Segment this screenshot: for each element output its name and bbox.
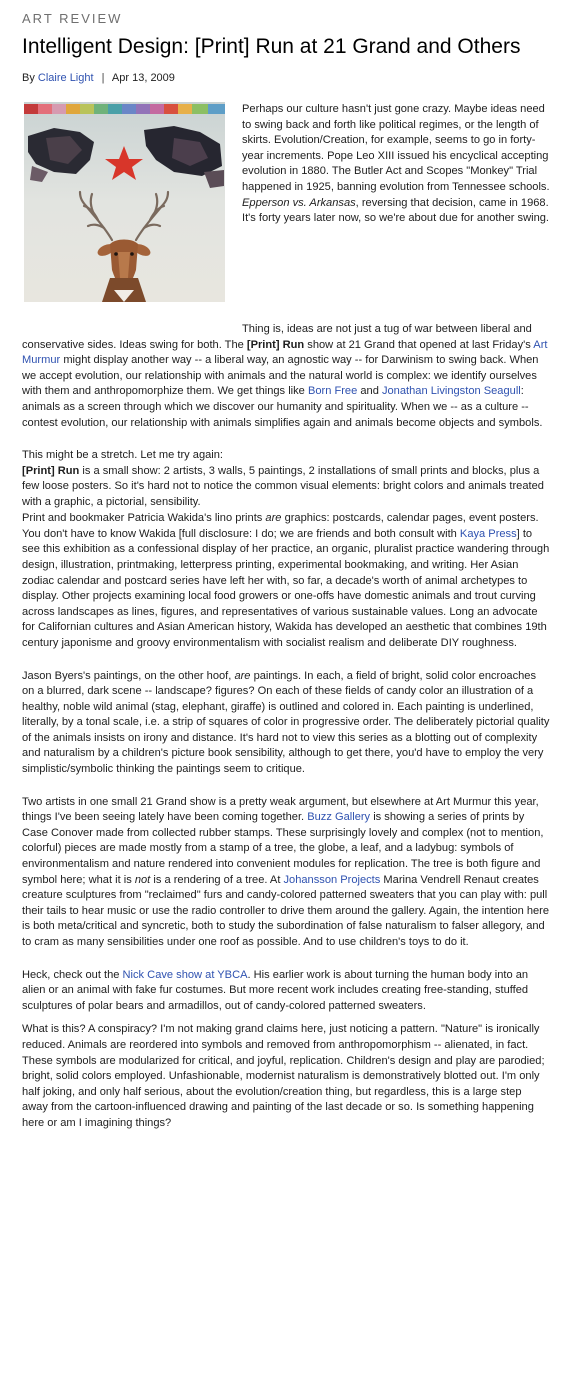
p2-bold: [Print] Run <box>246 338 305 351</box>
p2-text-2: show at 21 Grand that opened at last Friday's <box>307 338 531 351</box>
p6-text-3: is a rendering of a tree. At <box>153 873 281 886</box>
intro-text-end: , reversing that decision, came in 1968. It's forty years later now, so we're about due for another swing. <box>242 196 550 225</box>
p5-text-1: Jason Byers's paintings, on the other hoof, <box>22 669 232 682</box>
stag-painting-image <box>24 102 225 302</box>
byline-separator: | <box>101 72 105 84</box>
seagull-link[interactable]: Jonathan Livingston Seagull <box>381 385 521 398</box>
p5-text-2: paintings. In each, a field of bright, solid color encroaches on a blurred, dark scene -- landscape? figures? On each of these fields of candy color an illustration of a healthy, noble wild animal (stag, elephant, giraffe) is outlined and colored in. Each painting is underlined, literally, by a tonal scale, i.e. a strip of squares of color in progressive order. The deliberately pictorial quality of the animals insists on irony and distance. It's hard not to view this series as a blotting out of complexity and naturalism by a children's picture book sensibility, although to get there, you'd have to employ the very simplistic/symbolic thinking the paintings seem to critique. <box>22 669 550 776</box>
intro-text <box>242 102 550 227</box>
paragraph-wakida <box>22 511 550 651</box>
intro-paragraph <box>242 102 550 227</box>
section-label: ART REVIEW <box>22 11 123 26</box>
p3-text-2: is a small show: 2 artists, 3 walls, 5 paintings, 2 installations of small prints and blocks, plus a few loose posters. So it's hard not to notice the common visual elements: bright colors and animals treated with a graphic, a pictorial, sensibility. <box>22 464 544 508</box>
p2-text-1: Thing is, ideas are not just a tug of war between liberal and conservative sides. Ideas swing for both. The <box>22 323 532 351</box>
p3-bold: [Print] Run <box>22 464 80 477</box>
p4-text-1: Print and bookmaker Patricia Wakida's lino prints <box>22 512 263 525</box>
art-murmur-link[interactable]: Art Murmur <box>22 338 548 367</box>
p6-text-2: is showing a series of prints by Case Conover made from collected rubber stamps. These surprisingly lovely and complex (not to mention, colorful) pieces are made mostly from a stamp of a tree, the globe, a leaf, and a ladybug: symbols of environmentalism and nature rendered into convenient modules for replication. The tree is both figure and symbol here; what it is <box>22 811 544 886</box>
byline-prefix: By <box>22 72 35 84</box>
paragraph-conspiracy: What is this? A conspiracy? I'm not making grand claims here, just noticing a pattern. "Nature" is ironically reduced. Animals are reordered into symbols and removed from anthropomorphism -- alienated, in fact. These symbols are modularized for critical, and joyful, replication. Children's design and play are parodied; bright, solid colors employed. Unfashionable, modernist naturalism is demonstratively blotted out. I'm only half joking, and only half serious, about the evolution/creation thing, but regardless, this is a large step away from the cartoon-influenced drawing and painting of the last decade or so. Is something happening here or am I imagining things? <box>22 1023 545 1129</box>
p6-text-1: Two artists in one small 21 Grand show is a pretty weak argument, but elsewhere at Art Murmur this year, things I've been seeing lately have been coming together. <box>22 795 539 824</box>
p6-italic: not <box>134 873 151 886</box>
byline-date: Apr 13, 2009 <box>111 72 175 84</box>
p7-text-2: . His earlier work is about turning the human body into an alien or an animal with fake fur costumes. But more recent work includes creating free-standing, stuffed sculptures of polar bears and armadillos, out of candy-colored patterned sweaters. <box>22 968 529 1012</box>
p4-italic: are <box>265 512 282 525</box>
paragraph-thing-is <box>22 322 550 431</box>
intro-italic-case: Epperson vs. Arkansas <box>242 196 356 209</box>
p7-text-1: Heck, check out the <box>22 968 120 981</box>
paragraph-byers <box>22 669 550 778</box>
author-link[interactable]: Claire Light <box>37 72 94 84</box>
p3-text-1: This might be a stretch. Let me try again: <box>22 449 224 462</box>
paragraph-nick-cave <box>22 968 550 1015</box>
p5-italic: are <box>234 669 251 682</box>
p2-text-3: might display another way -- a liberal way, an agnostic way -- for Darwinism to swing back. When we accept evolution, our relationship with animals and the natural world is complex: we identify ourselves with them and anthropomorphize them. We get things like <box>22 354 539 398</box>
p2-text-4: and <box>360 385 379 398</box>
p2-text-5: : animals as a screen through which we discover our humanity and spirituality. When we -- as a culture -- contest evolution, our relationship with animals simplifies again and animals become objects and symbols. <box>22 385 543 429</box>
stag-painting-svg <box>24 102 225 302</box>
p6-text-4: Marina Vendrell Renaut creates creature sculptures from "reclaimed" furs and candy-colored patterned sweaters that you can play with: pull their tails to hear music or use the radio controller to drive them around the gallery. Again, the intention here is both meta/critical and syncretic, both to study the subordination of false naturalism to falser allegory, and to cram as many sensibilities under one roof as possible. And to use children's toys to do it. <box>22 873 550 948</box>
tonal-strip <box>24 104 225 114</box>
paragraph-stretch <box>22 448 550 508</box>
p4-text-3: ] to see this exhibition as a confessional display of her practice, an organic, pluralist practice wandering through design, illustration, printmaking, letterpress printing, experimental bookmaking, and writing. Her Asian zodiac calendar and postcard series have left her with, so far, a decade's worth of animal archetypes to display. Other projects examining local food growers or one-offs have domestic animals and trout curving across landscapes as lines, figures, and representatives of various sustainable values. Long an advocate for Californian cultures and Asian American history, Wakida has developed an aesthetic that combines 19th century japonisme and groovy environmentalism with socialist realism and deliberate DIY roughness. <box>22 527 550 649</box>
born-free-link[interactable]: Born Free <box>307 385 358 398</box>
article-title: Intelligent Design: [Print] Run at 21 Grand and Others <box>22 35 521 58</box>
intro-text-run: Perhaps our culture hasn't just gone crazy. Maybe ideas need to swing back and forth like political regimes, or the length of skirts. Evolution/Creation, for example, seems to go in forty-year increments. Pope Leo XIII issued his encyclical accepting evolution in 1880. The Butler Act and Scopes "Monkey" Trial happened in 1925, banning evolution from Tennessee schools. <box>242 103 550 193</box>
p4-text-2: graphics: postcards, calendar pages, event posters. You don't have to know Wakida [full disclosure: I do; we are friends and both consult with <box>22 512 539 540</box>
byline <box>22 71 550 85</box>
intro-section <box>22 102 550 300</box>
kaya-press-link[interactable]: Kaya Press <box>459 527 517 540</box>
buzz-gallery-link[interactable]: Buzz Gallery <box>307 811 371 824</box>
paragraph-two-artists <box>22 795 550 951</box>
johansson-projects-link[interactable]: Johansson Projects <box>283 873 381 886</box>
nick-cave-link[interactable]: Nick Cave show at YBCA <box>122 968 248 981</box>
article <box>22 0 550 1132</box>
